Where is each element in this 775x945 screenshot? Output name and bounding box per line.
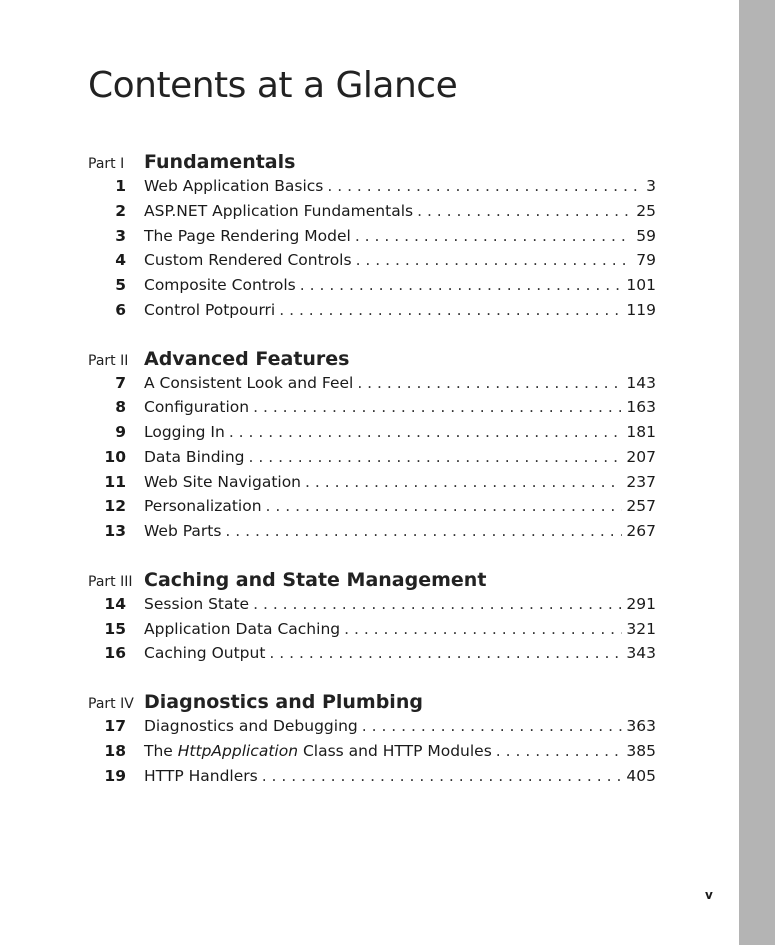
page-number: 291: [626, 594, 656, 613]
chapter-number: 3: [115, 226, 126, 245]
toc-entry: [88, 398, 656, 423]
toc-entry: [88, 767, 656, 792]
page-number: 237: [626, 472, 656, 491]
dot-leader: [266, 497, 623, 515]
page-number: 207: [626, 447, 656, 466]
dot-leader: [305, 473, 622, 491]
part-label: Part II: [88, 352, 129, 369]
chapter-number: 4: [115, 251, 126, 270]
part-title: Caching and State Management: [144, 568, 487, 591]
page-number: 257: [626, 497, 656, 516]
toc-entry: [88, 202, 656, 227]
toc-entry: [88, 251, 656, 276]
folio-page-number: v: [705, 888, 713, 902]
chapter-title: Custom Rendered Controls: [144, 251, 352, 270]
chapter-number: 6: [115, 300, 126, 319]
part-section: [88, 348, 656, 547]
toc-entry: [88, 595, 656, 620]
part-label: Part I: [88, 156, 125, 172]
page-number: 405: [626, 766, 656, 785]
part-title: Diagnostics and Plumbing: [144, 691, 423, 713]
chapter-number: 9: [115, 423, 126, 441]
toc-entry: [88, 497, 656, 522]
part-header: [88, 691, 656, 717]
chapter-title-prefix: The: [144, 741, 178, 760]
chapter-number: 7: [115, 373, 126, 392]
dot-leader: [327, 177, 642, 195]
page-number: 119: [626, 300, 656, 319]
chapter-number: 16: [104, 644, 126, 663]
page-number: 163: [626, 398, 656, 417]
chapter-title: Application Data Caching: [144, 619, 341, 638]
part-section: [88, 691, 656, 791]
page-number: 181: [626, 423, 656, 441]
toc-entry: [88, 742, 656, 767]
chapter-title: A Consistent Look and Feel: [144, 373, 354, 392]
chapter-number: 14: [104, 594, 126, 613]
page-number: 101: [626, 276, 656, 294]
part-section: [88, 151, 656, 326]
chapter-number: 12: [104, 497, 126, 516]
dot-leader: [269, 644, 622, 662]
dot-leader: [279, 301, 622, 319]
chapter-number: 1: [115, 177, 126, 195]
page-number: 343: [626, 644, 656, 663]
part-title: Fundamentals: [144, 151, 296, 173]
dot-leader: [496, 742, 623, 760]
toc-entry: [88, 620, 656, 645]
chapter-title: Personalization: [144, 497, 262, 516]
dot-leader: [253, 595, 622, 613]
chapter-title: Web Parts: [144, 522, 222, 540]
dot-leader: [356, 251, 633, 269]
page-number: 143: [626, 373, 656, 392]
chapter-number: 18: [104, 741, 126, 760]
dot-leader: [362, 717, 623, 735]
chapter-number: 8: [115, 398, 126, 417]
dot-leader: [355, 227, 632, 245]
chapter-title: Caching Output: [144, 644, 266, 663]
toc-entry: [88, 423, 656, 448]
chapter-title: Web Application Basics: [144, 177, 324, 195]
page-number: 385: [626, 741, 656, 760]
dot-leader: [357, 374, 622, 392]
dot-leader: [253, 398, 622, 416]
part-header: [88, 569, 656, 595]
part-section: [88, 569, 656, 669]
chapter-title: Session State: [144, 594, 250, 613]
chapter-title: Configuration: [144, 398, 250, 417]
toc-entry: [88, 374, 656, 399]
toc-entry: [88, 644, 656, 669]
page-number: 321: [626, 619, 656, 638]
page-number: 267: [626, 522, 656, 540]
page-title: Contents at a Glance: [88, 65, 458, 106]
page-number: 363: [626, 717, 656, 735]
chapter-title: [144, 742, 492, 760]
chapter-title-suffix: Class and HTTP Modules: [298, 741, 492, 760]
part-header: [88, 348, 656, 374]
part-title: Advanced Features: [144, 347, 350, 370]
part-label: Part III: [88, 573, 133, 590]
toc-entry: [88, 522, 656, 547]
page-number: 25: [636, 201, 656, 220]
page-number: 79: [636, 251, 656, 270]
chapter-title: Control Potpourri: [144, 300, 276, 319]
chapter-title: Web Site Navigation: [144, 472, 302, 491]
chapter-number: 19: [104, 766, 126, 785]
table-of-contents: [88, 151, 656, 813]
dot-leader: [249, 448, 623, 466]
chapter-number: 11: [104, 472, 126, 491]
toc-entry: [88, 717, 656, 742]
chapter-number: 5: [115, 276, 126, 294]
chapter-number: 15: [104, 619, 126, 638]
dot-leader: [229, 423, 623, 441]
toc-entry: [88, 276, 656, 301]
toc-entry: [88, 227, 656, 252]
chapter-number: 13: [104, 522, 126, 540]
toc-entry: [88, 448, 656, 473]
chapter-title-italic: HttpApplication: [177, 741, 299, 760]
chapter-number: 17: [104, 717, 126, 735]
chapter-title: Data Binding: [144, 447, 245, 466]
part-header: [88, 151, 656, 177]
chapter-title: The Page Rendering Model: [144, 226, 351, 245]
dot-leader: [417, 202, 632, 220]
chapter-title: Diagnostics and Debugging: [144, 717, 358, 735]
chapter-number: 2: [115, 201, 126, 220]
toc-entry: [88, 177, 656, 202]
dot-leader: [225, 522, 622, 540]
chapter-title: ASP.NET Application Fundamentals: [144, 201, 414, 220]
toc-entry: [88, 301, 656, 326]
chapter-title: HTTP Handlers: [144, 766, 258, 785]
page-edge-bar: [739, 0, 775, 945]
part-label: Part IV: [88, 696, 134, 712]
chapter-title: Composite Controls: [144, 276, 296, 294]
page-number: 59: [636, 226, 656, 245]
toc-entry: [88, 473, 656, 498]
dot-leader: [300, 276, 623, 294]
page-number: 3: [646, 177, 656, 195]
chapter-title: Logging In: [144, 423, 225, 441]
dot-leader: [262, 767, 623, 785]
dot-leader: [344, 620, 622, 638]
chapter-number: 10: [104, 447, 126, 466]
